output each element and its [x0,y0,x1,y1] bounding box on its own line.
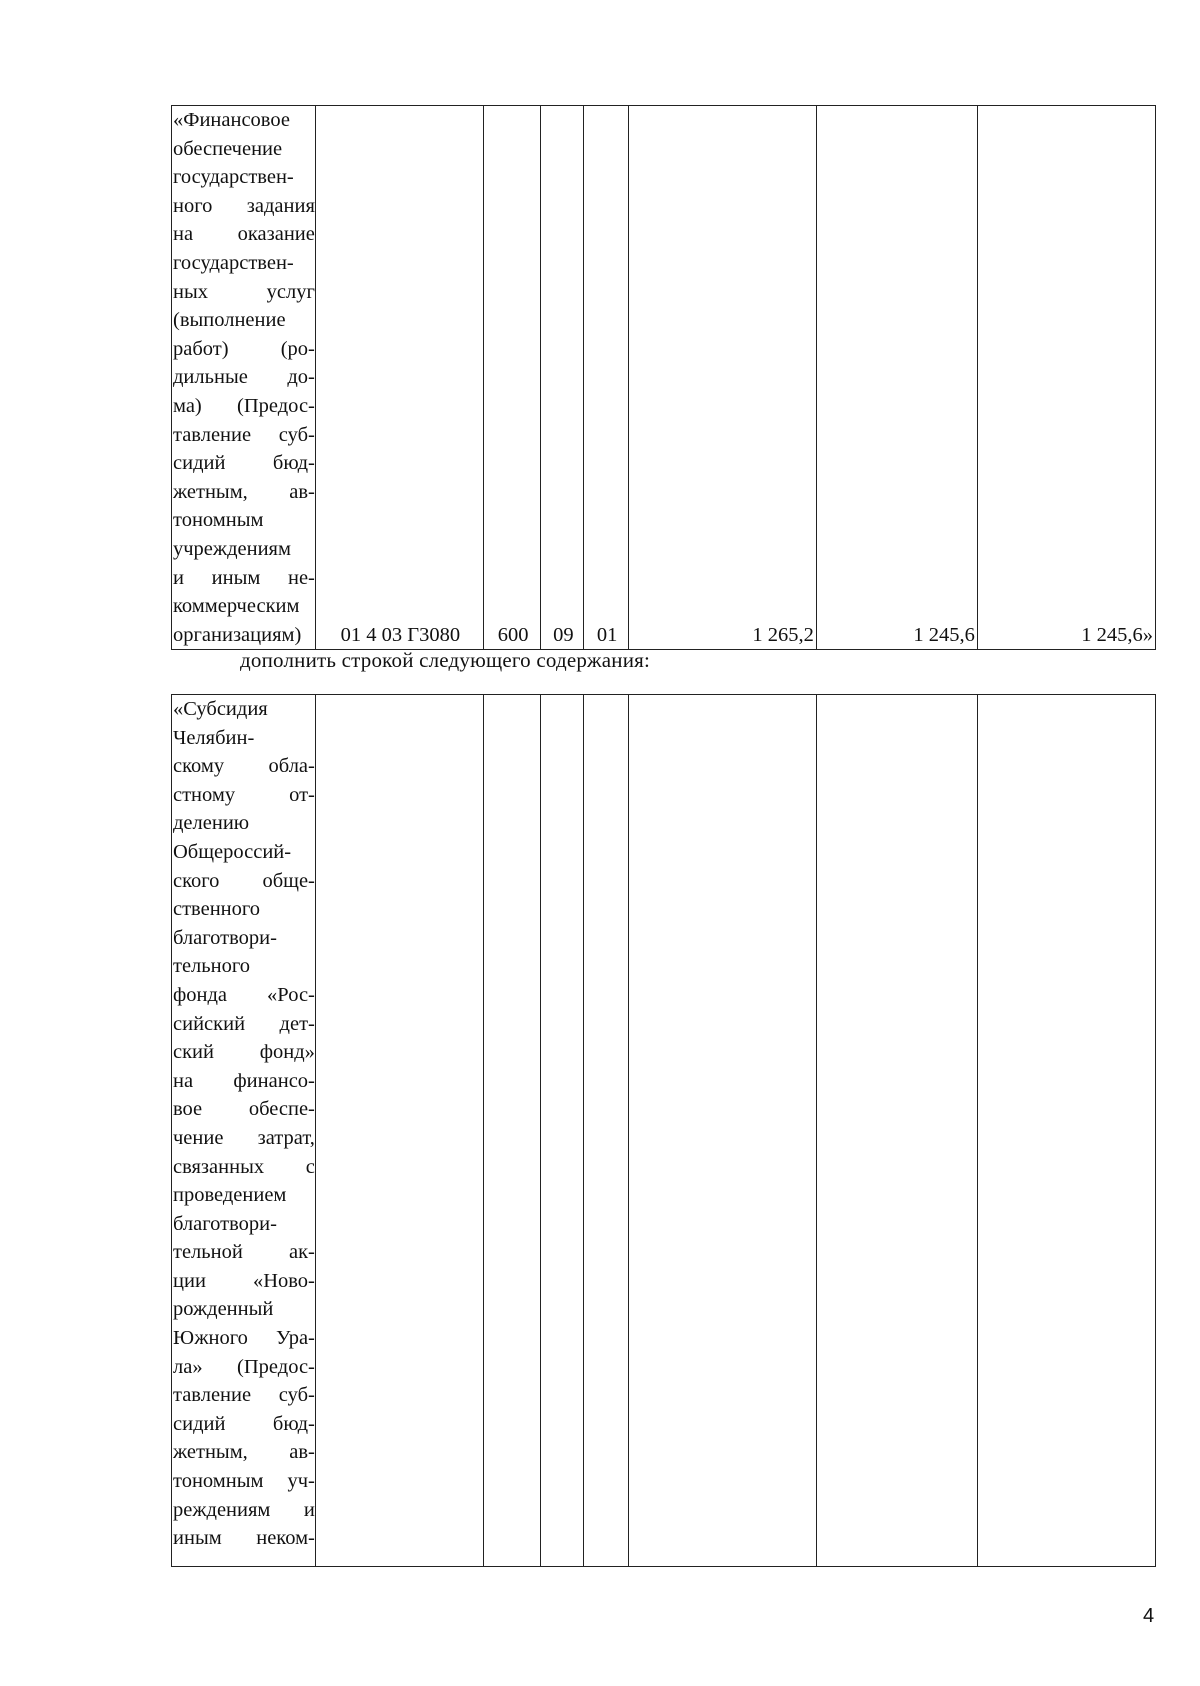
name-line: иным неком- [173,1527,315,1550]
name-line: ского обще- [173,869,315,892]
target-article-code-cell [315,106,483,650]
amount-year-2-cell [816,695,977,1567]
expense-type-cell [483,695,540,1567]
name-line: ма) (Предос- [173,394,315,417]
name-line: тономным [173,509,264,532]
name-line: государствен- [173,251,294,274]
name-line: чение затрат, [173,1126,315,1149]
table-row [172,695,1156,1567]
name-line: «Финансовое [173,109,290,131]
target-article-code: 01 4 03 Г3080 [340,623,461,646]
name-line: тономным уч- [173,1470,315,1493]
amount-year-3: 1 245,6» [1081,623,1153,646]
page-number: 4 [1143,1605,1155,1627]
section-cell [541,106,584,650]
amount-year-1: 1 265,2 [752,623,814,646]
amount-year-3-cell [977,695,1155,1567]
name-line: скому обла- [173,755,315,778]
name-line: жетным, ав- [173,1441,315,1464]
name-line: (выполнение [173,309,286,332]
name-line: на финансо- [173,1069,315,1092]
amount-year-2: 1 245,6 [913,623,975,646]
name-line: государствен- [173,166,294,189]
name-line: ных услуг [173,280,315,303]
name-line: и иным не- [173,566,315,589]
name-line: сидий бюд- [173,452,315,475]
name-line: ного задания [173,194,315,217]
name-line: ции «Ново- [173,1269,315,1292]
name-line: вое обеспе- [173,1098,315,1121]
subsection-cell [584,106,628,650]
expense-type-cell [483,106,540,650]
name-line: ский фонд» [173,1041,315,1064]
expense-name-text [172,695,315,1553]
name-line: тавление суб- [173,423,315,446]
name-line: коммерческим [173,595,300,618]
subsection-cell [584,695,628,1567]
name-line: Челябин- [173,726,255,749]
table-row [172,106,1156,650]
name-line: благотвори- [173,926,277,949]
name-line: на оказание [173,223,315,246]
name-line: Общероссий- [173,840,292,863]
amount-year-3-cell [977,106,1155,650]
section-code: 09 [553,623,574,646]
name-line: «Субсидия [173,698,268,720]
name-line: сийский дет- [173,1012,315,1035]
expense-name-cell [172,695,316,1567]
name-line: тельного [173,955,251,978]
section-cell [541,695,584,1567]
name-line: Южного Ура- [173,1327,315,1350]
subsection-code: 01 [596,623,618,646]
amendment-instruction: дополнить строкой следующего содержания: [240,648,651,672]
name-line: фонда «Рос- [173,983,315,1006]
name-line: обеспечение [173,137,283,160]
name-line: делению [173,812,250,835]
name-line: стному от- [173,783,315,806]
name-line: жетным, ав- [173,480,315,503]
expense-type-code: 600 [497,623,529,646]
name-line: ла» (Предос- [173,1355,315,1378]
amount-year-1-cell [628,106,816,650]
name-line: учреждениям [173,537,291,560]
budget-table-existing-row [171,105,1156,650]
budget-table-new-row [171,694,1156,1567]
expense-name-text [172,106,315,649]
amount-year-2-cell [816,106,977,650]
amount-year-1-cell [628,695,816,1567]
name-line: проведением [173,1184,287,1207]
name-line: реждениям и [173,1498,315,1521]
expense-name-cell [172,106,316,650]
name-line: рожденный [173,1298,274,1321]
name-line: тавление суб- [173,1384,315,1407]
name-line: работ) (ро- [173,337,315,360]
name-line: благотвори- [173,1212,277,1235]
name-line: тельной ак- [173,1241,315,1264]
name-line: ственного [173,898,261,921]
name-line: организациям) [173,623,302,646]
name-line: связанных с [173,1155,315,1178]
name-line: сидий бюд- [173,1412,315,1435]
name-line: дильные до- [173,366,315,389]
target-article-code-cell [315,695,483,1567]
